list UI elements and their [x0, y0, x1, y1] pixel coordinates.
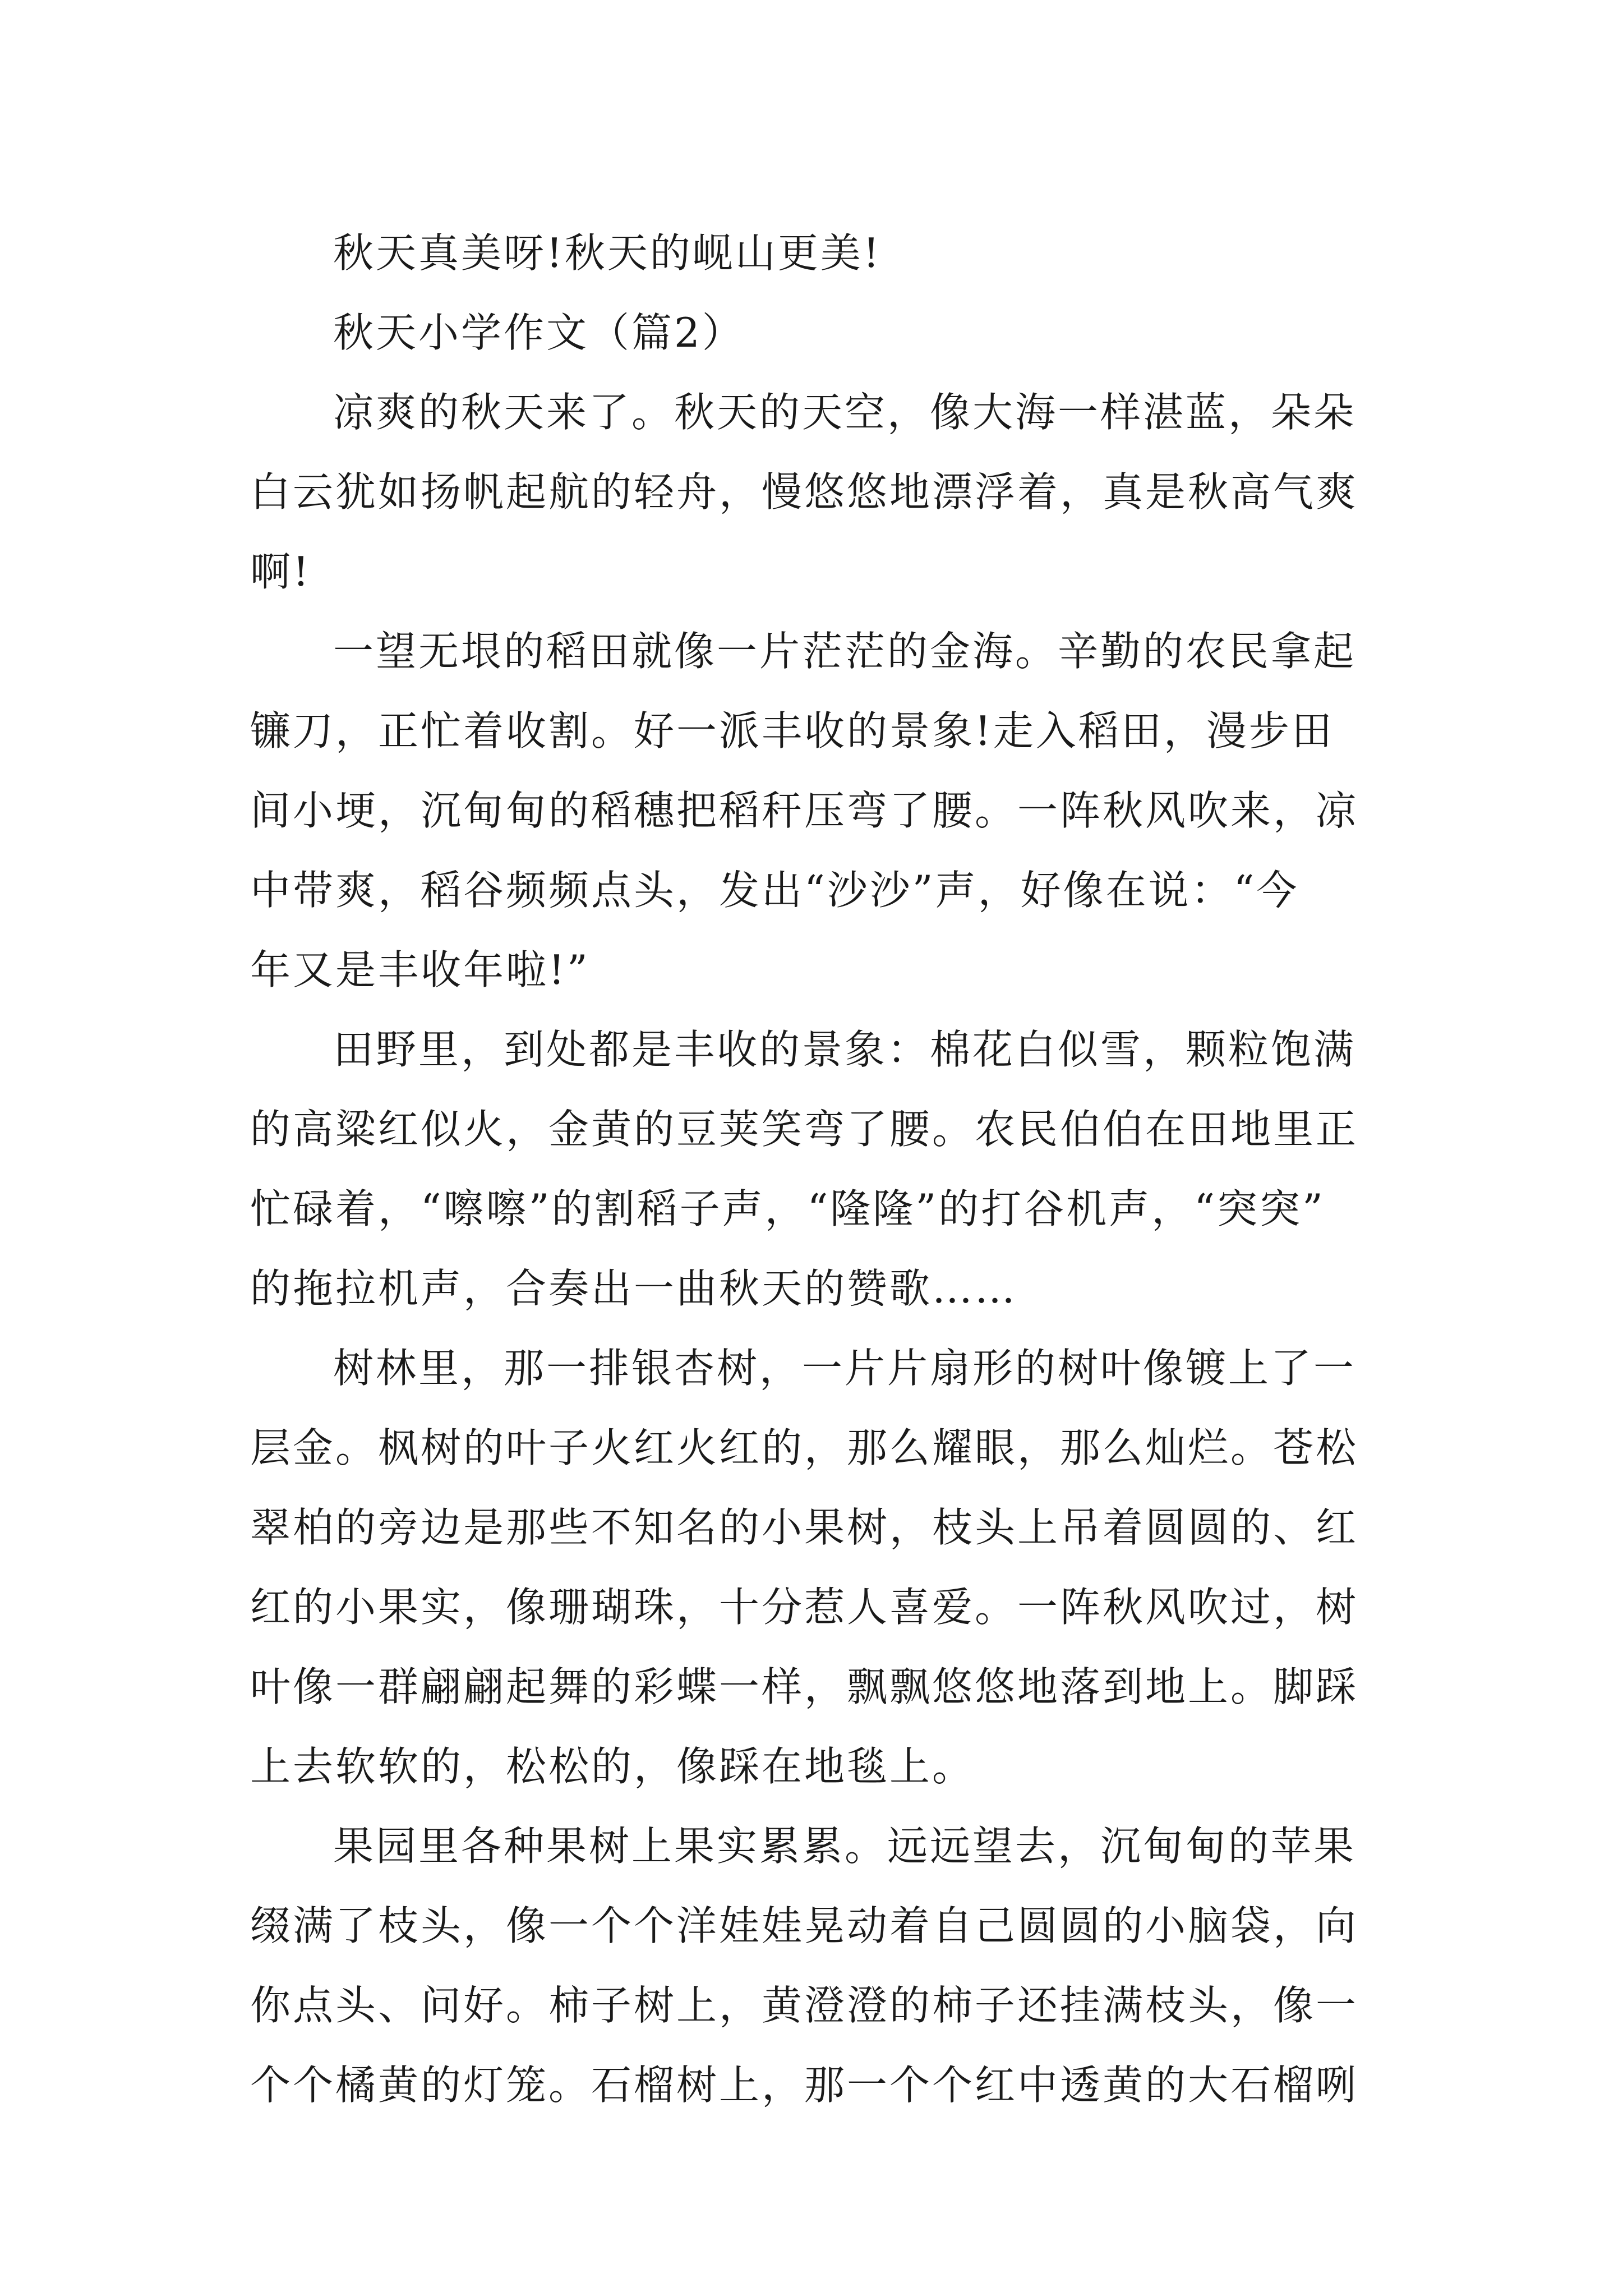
text-line: 田野里，到处都是丰收的景象：棉花白似雪，颗粒饱满: [333, 1026, 1357, 1073]
text-line: 镰刀，正忙着收割。好一派丰收的景象!走入稻田，漫步田: [250, 707, 1334, 754]
section-heading: 秋天小学作文（篇2）: [333, 309, 745, 356]
text-line: 翠柏的旁边是那些不知名的小果树，枝头上吊着圆圆的、红: [250, 1504, 1359, 1551]
text-line: 树林里，那一排银杏树，一片片扇形的树叶像镀上了一: [333, 1345, 1357, 1392]
text-line: 白云犹如扬帆起航的轻舟，慢悠悠地漂浮着，真是秋高气爽: [250, 468, 1359, 516]
text-line: 秋天真美呀!秋天的岘山更美!: [333, 229, 882, 277]
document-body: [250, 213, 1389, 2125]
text-line: 一望无垠的稻田就像一片茫茫的金海。辛勤的农民拿起: [333, 628, 1357, 675]
text-line: 红的小果实，像珊瑚珠，十分惹人喜爱。一阵秋风吹过，树: [250, 1584, 1359, 1631]
text-line: 年又是丰收年啦!”: [250, 946, 590, 993]
text-line: 间小埂，沉甸甸的稻穗把稻秆压弯了腰。一阵秋风吹来，凉: [250, 787, 1359, 834]
text-line: 个个橘黄的灯笼。石榴树上，那一个个红中透黄的大石榴咧: [250, 2062, 1359, 2109]
text-line: 上去软软的，松松的，像踩在地毯上。: [250, 1743, 975, 1790]
text-line: 凉爽的秋天来了。秋天的天空，像大海一样湛蓝，朵朵: [333, 389, 1357, 436]
text-line: 层金。枫树的叶子火红火红的，那么耀眼，那么灿烂。苍松: [250, 1424, 1359, 1471]
text-line: 你点头、问好。柿子树上，黄澄澄的柿子还挂满枝头，像一: [250, 1982, 1359, 2029]
text-line: 忙碌着，“嚓嚓”的割稻子声，“隆隆”的打谷机声，“突突”: [250, 1185, 1325, 1232]
text-line: 啊!: [250, 548, 311, 595]
text-line: 中带爽，稻谷频频点头，发出“沙沙”声，好像在说：“今: [250, 867, 1299, 914]
text-line: 缀满了枝头，像一个个洋娃娃晃动着自己圆圆的小脑袋，向: [250, 1902, 1359, 1949]
text-line: 叶像一群翩翩起舞的彩蝶一样，飘飘悠悠地落到地上。脚踩: [250, 1663, 1359, 1710]
text-line: 的高粱红似火，金黄的豆荚笑弯了腰。农民伯伯在田地里正: [250, 1106, 1359, 1153]
text-line: 果园里各种果树上果实累累。远远望去，沉甸甸的苹果: [333, 1823, 1357, 1870]
text-line: 的拖拉机声，合奏出一曲秋天的赞歌……: [250, 1265, 1018, 1312]
